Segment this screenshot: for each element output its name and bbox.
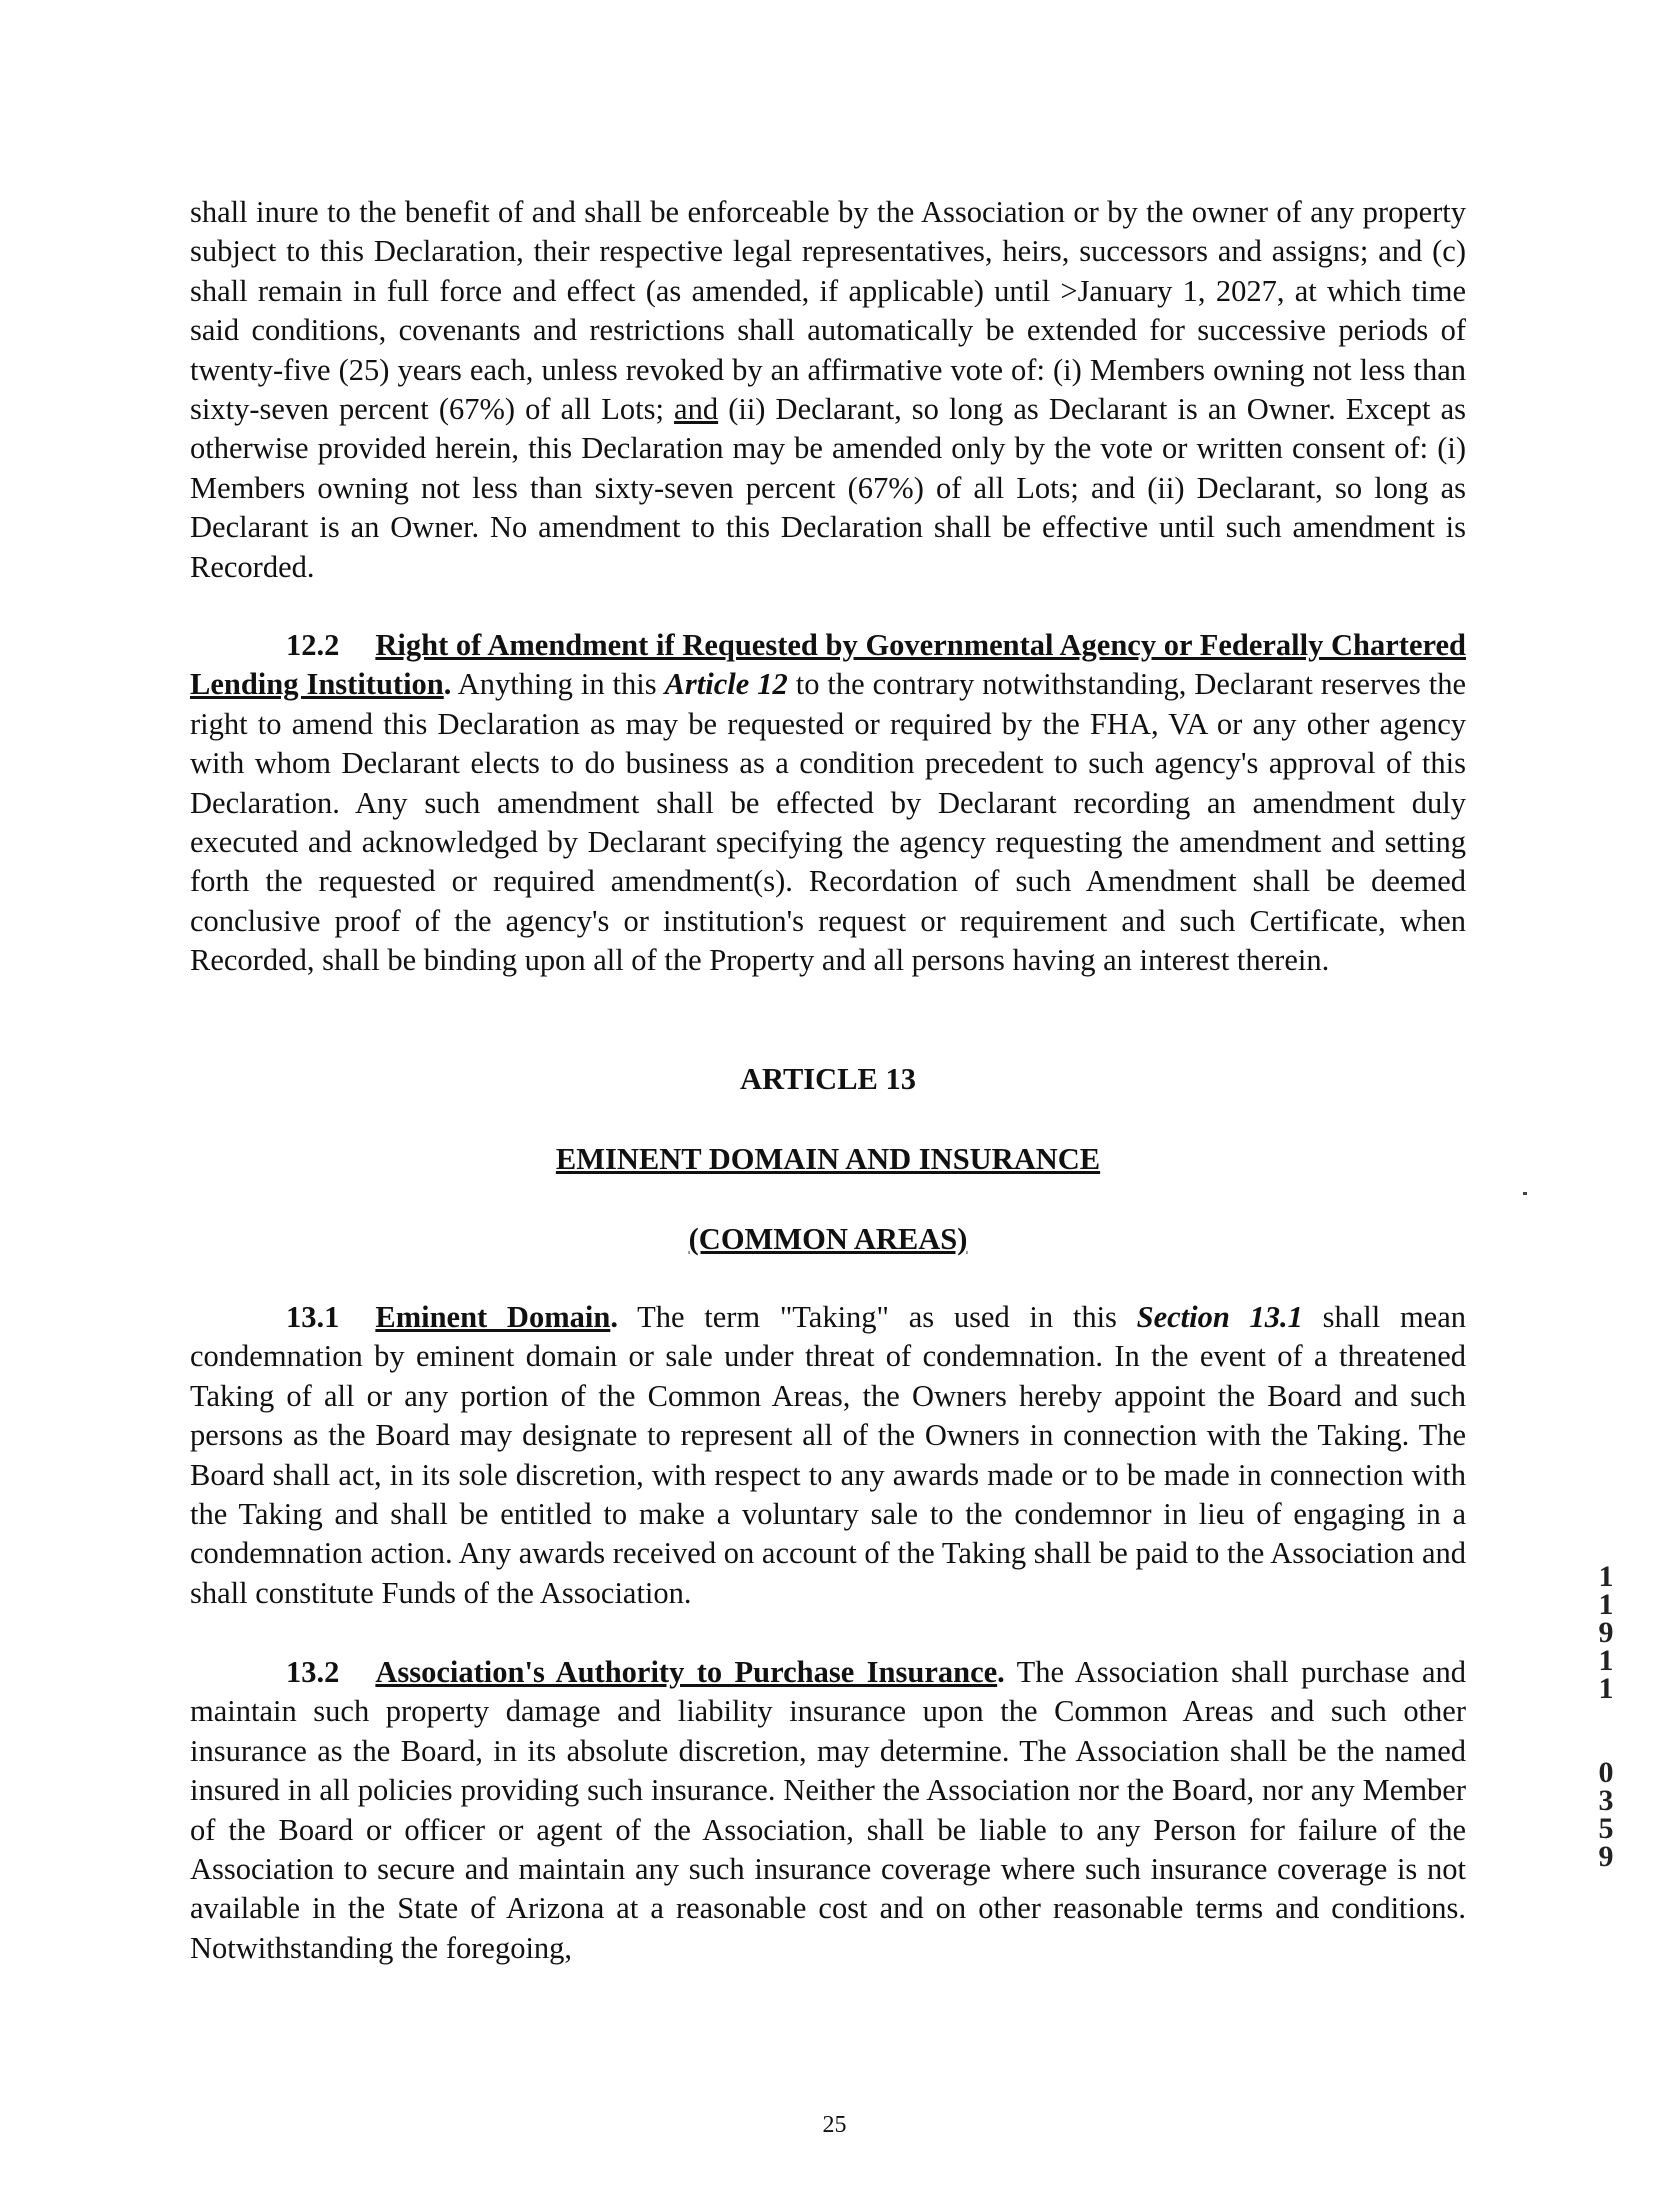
section-number: 12.2 xyxy=(286,628,340,662)
stamp-digit: 9 xyxy=(1598,1840,1614,1873)
stamp-digit: 3 xyxy=(1598,1784,1614,1817)
section-12-2 xyxy=(190,626,1466,981)
recording-number-stamp xyxy=(1594,1560,1618,1873)
title-period: . xyxy=(610,1300,618,1334)
paragraph-text: Anything in this xyxy=(451,667,665,702)
stamp-digit: 1 xyxy=(1598,1560,1614,1593)
section-title: Association's Authority to Purchase Insurance xyxy=(375,1655,998,1689)
paragraph-text: The Association shall purchase and maintain such property damage and liability insurance upon the Common Areas and such other insurance as the Board, in its absolute discretion, may determine. The Association shall be the named insured in all policies providing such insurance. Neither the Association nor the Board, nor any Member of the Board or officer or agent of the Association, shall be liable to any Person for failure of the Association to secure and maintain any such insurance coverage where such insurance coverage is not available in the State of Arizona at a reasonable cost and on other reasonable terms and conditions. Notwithstanding the foregoing, xyxy=(190,1655,1466,1965)
paragraph-text: shall mean condemnation by eminent domain or sale under threat of condemnation. In the event of a threatened Taking of all or any portion of the Common Areas, the Owners hereby appoint the Board and such persons as the Board may designate to represent all of the Owners in connection with the Taking. The Board shall act, in its sole discretion, with respect to any awards made or to be made in connection with the Taking and shall be entitled to make a voluntary sale to the condemnor in lieu of engaging in a condemnation action. Any awards received on account of the Taking shall be paid to the Association and shall constitute Funds of the Association. xyxy=(190,1300,1467,1610)
stamp-digit: 1 xyxy=(1598,1588,1614,1621)
paragraph-text: The term "Taking" as used in this xyxy=(617,1300,1137,1334)
article-number-heading: ARTICLE 13 xyxy=(739,1062,917,1096)
section-13-2 xyxy=(190,1653,1466,1968)
article-title-heading xyxy=(190,1139,1466,1179)
article-reference: Article 12 xyxy=(664,667,788,702)
scan-mark xyxy=(1523,1192,1527,1195)
paragraph-text: (ii) Declarant, so long as Declarant is an Owner. Except as otherwise provided herein, this Declaration may be amended only by the vote or written consent of: (i) Members owning not less than sixty-seven percent (67%) of all Lots; and (ii) Declarant, so long as Declarant is an Owner. No amendment to this Declaration shall be effective until such amendment is Recorded. xyxy=(190,392,1466,584)
stamp-digit: 1 xyxy=(1598,1644,1614,1677)
article-title: EMINENT DOMAIN AND INSURANCE xyxy=(555,1142,1101,1176)
article-subtitle: (COMMON AREAS) xyxy=(688,1222,968,1256)
section-title: Right of Amendment if Requested by Governmental Agency or Federally Chartered Lending Institution xyxy=(190,628,1466,702)
page-number: 25 xyxy=(822,2112,847,2138)
paragraph-text: to the contrary notwithstanding, Declarant reserves the right to amend this Declaration as may be requested or required by the FHA, VA or any other agency with whom Declarant elects to do business as a condition precedent to such agency's approval of this Declaration. Any such amendment shall be effected by Declarant recording an amendment duly executed and acknowledged by Declarant specifying the agency requesting the amendment and setting forth the requested or required amendment(s). Recordation of such Amendment shall be deemed conclusive proof of the agency's or institution's request or requirement and such Certificate, when Recorded, shall be binding upon all of the Property and all persons having an interest therein. xyxy=(190,667,1467,978)
underlined-word: and xyxy=(674,392,719,427)
paragraph-text: shall inure to the benefit of and shall be enforceable by the Association or by the owner of any property subject to this Declaration, their respective legal representatives, heirs, successors and assigns; and (c) shall remain in full force and effect (as amended, if applicable) until >January 1, 2027, at which time said conditions, covenants and restrictions shall automatically be extended for successive periods of twenty-five (25) years each, unless revoked by an affirmative vote of: (i) Members owning not less than sixty-seven percent (67%) of all Lots; xyxy=(190,195,1466,427)
stamp-digit: 1 xyxy=(1598,1672,1614,1705)
section-reference: Section 13.1 xyxy=(1136,1300,1303,1334)
article-subtitle-heading xyxy=(190,1219,1466,1259)
section-title: Eminent Domain xyxy=(375,1300,611,1334)
stamp-digit: 0 xyxy=(1598,1756,1614,1789)
title-period: . xyxy=(997,1655,1005,1689)
opening-paragraph xyxy=(190,193,1466,587)
stamp-digit: 5 xyxy=(1598,1812,1614,1845)
stamp-digit: 9 xyxy=(1598,1616,1614,1649)
section-13-1 xyxy=(190,1298,1466,1613)
title-period: . xyxy=(443,667,452,702)
section-number: 13.2 xyxy=(286,1655,340,1689)
section-number: 13.1 xyxy=(286,1300,340,1334)
